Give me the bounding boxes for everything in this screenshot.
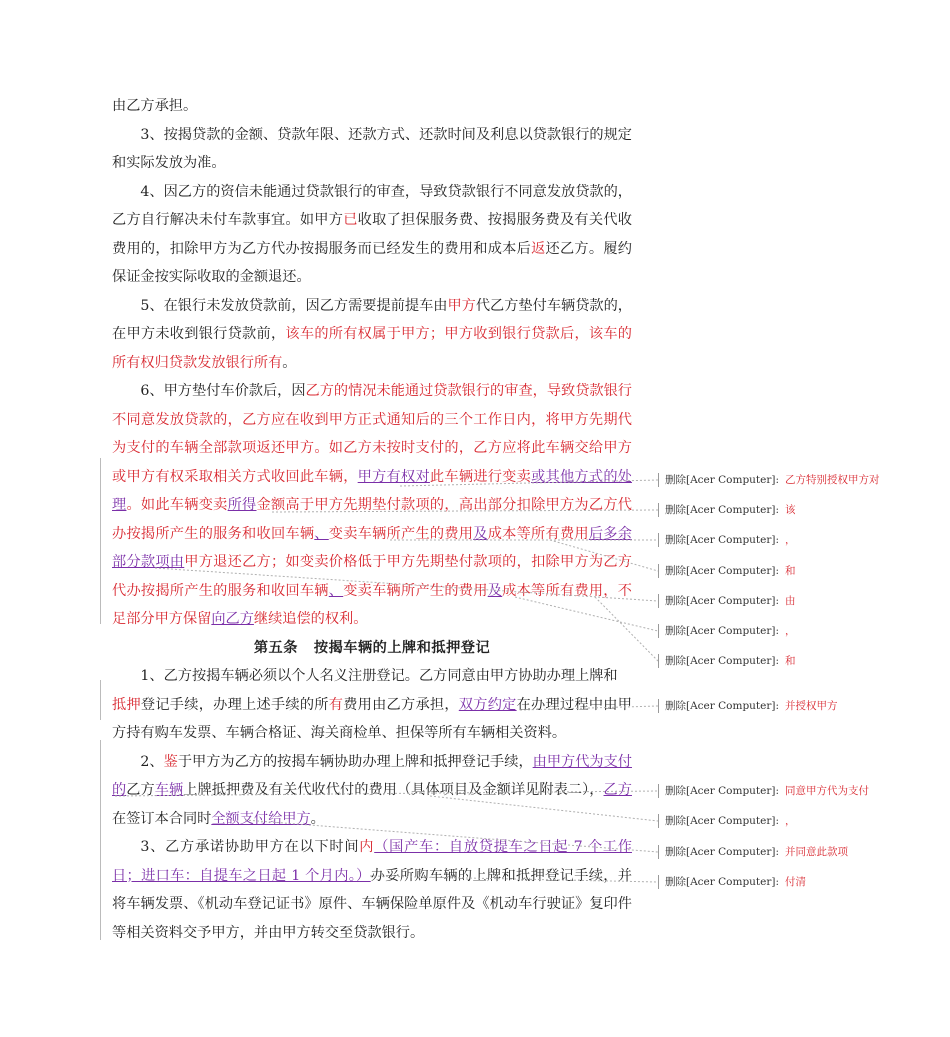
- comment-balloon[interactable]: 删除[Acer Computer]: ，: [658, 533, 796, 547]
- paragraph-art5-clause-1: 1、乙方按揭车辆必须以个人名义注册登记。乙方同意由甲方协助办理上牌和: [140, 668, 618, 684]
- paragraph-continuation: 由乙方承担。: [112, 98, 198, 114]
- comment-balloon[interactable]: 删除[Acer Computer]: ，: [658, 624, 796, 638]
- comment-balloon[interactable]: 删除[Acer Computer]: 乙方特别授权甲方对: [658, 473, 880, 487]
- comment-balloon[interactable]: 删除[Acer Computer]: ，: [658, 814, 796, 828]
- comment-balloon[interactable]: 删除[Acer Computer]: 同意甲方代为支付: [658, 784, 869, 798]
- change-bar: [100, 740, 101, 940]
- comment-balloon[interactable]: 删除[Acer Computer]: 和: [658, 564, 796, 578]
- paragraph-clause-6: 6、甲方垫付车价款后，因乙方的情况未能通过贷款银行的审查，导致贷款银行不同意发放贷款的，乙方应在收到甲方正式通知后的三个工作日内，将甲方先期代为支付的车辆全部款项返还甲方。如乙方未按时支付的，乙方应将此车辆交给甲方或甲方有权采取相关方式收回此车辆，甲方有权对此车辆进行变卖或其他方式的处理。如此车辆变卖所得金额高于甲方先期垫付款项的，高出部分扣除甲方为乙方代办按揭所产生的服务和收回车辆、变卖车辆所产生的费用及成本等所有费用后多余部分款项由甲方退还乙方；如变卖价格低于甲方先期垫付款项的，扣除甲方为乙方代办按揭所产生的服务和收回车辆、变卖车辆所产生的费用及成本等所有费用，不足部分甲方保留向乙方继续追偿的权利。: [112, 383, 632, 627]
- section-heading: 第五条 按揭车辆的上牌和抵押登记: [253, 639, 491, 656]
- document-body: [112, 92, 632, 947]
- paragraph-clause-5: 5、在银行未发放贷款前，因乙方需要提前提车由甲方代乙方垫付车辆贷款的，在甲方未收到银行贷款前，该车的所有权属于甲方；甲方收到银行贷款后，该车的所有权归贷款发放银行所有。: [112, 297, 632, 371]
- paragraph-clause-4: 4、因乙方的资信未能通过贷款银行的审查，导致贷款银行不同意发放贷款的，乙方自行解决未付车款事宜。如甲方已收取了担保服务费、按揭服务费及有关代收费用的，扣除甲方为乙方代办按揭服务而已经发生的费用和成本后返还乙方。履约保证金按实际收取的金额退还。: [112, 183, 632, 285]
- paragraph-art5-clause-1-cont: 抵押登记手续，办理上述手续的所有费用由乙方承担，双方约定在办理过程中由甲方持有购车发票、车辆合格证、海关商检单、担保等所有车辆相关资料。: [112, 696, 632, 741]
- change-bar: [100, 458, 101, 624]
- comment-balloon[interactable]: 删除[Acer Computer]: 和: [658, 654, 796, 668]
- comment-balloon[interactable]: 删除[Acer Computer]: 付清: [658, 875, 806, 889]
- change-bar: [100, 680, 101, 720]
- comment-balloon[interactable]: 删除[Acer Computer]: 由: [658, 594, 796, 608]
- comment-balloon[interactable]: 删除[Acer Computer]: 并同意此款项: [658, 845, 848, 859]
- comment-balloon[interactable]: 删除[Acer Computer]: 该: [658, 503, 796, 517]
- paragraph-art5-clause-2: 2、鉴于甲方为乙方的按揭车辆协助办理上牌和抵押登记手续，由甲方代为支付的乙方车辆上牌抵押费及有关代收代付的费用（具体项目及金额详见附表二），乙方在签订本合同时全额支付给甲方。: [112, 753, 632, 827]
- comment-balloon[interactable]: 删除[Acer Computer]: 并授权甲方: [658, 699, 838, 713]
- paragraph-art5-clause-3: 3、乙方承诺协助甲方在以下时间内（国产车：自放贷提车之日起 7 个工作日；进口车：自提车之日起 1 个月内。）办妥所购车辆的上牌和抵押登记手续，并将车辆发票、《机动车登记证书》原件、车辆保险单原件及《机动车行驶证》复印件等相关资料交予甲方，并由甲方转交至贷款银行。: [112, 839, 632, 941]
- paragraph-clause-3: 3、按揭贷款的金额、贷款年限、还款方式、还款时间及利息以贷款银行的规定和实际发放为准。: [112, 126, 632, 171]
